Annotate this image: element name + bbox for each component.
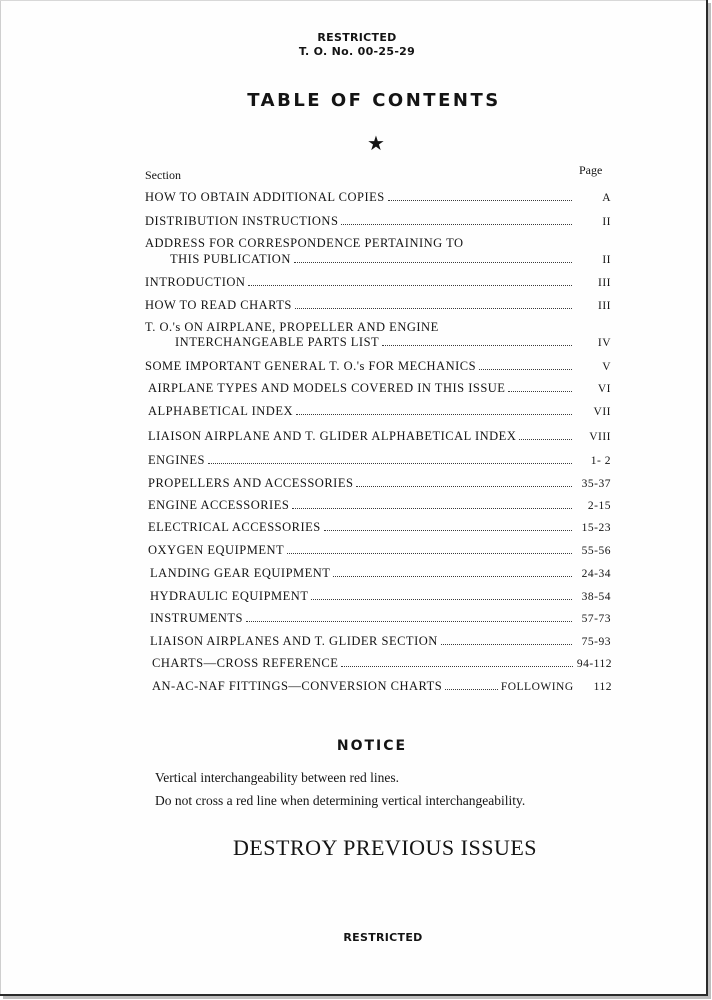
toc-entry-page: 55-56 (581, 545, 611, 557)
toc-entry (145, 275, 611, 290)
toc-entry-page: 2-15 (587, 500, 611, 512)
toc-entry-page: VI (597, 383, 611, 395)
toc-entry (148, 520, 611, 535)
toc-entry-label: ELECTRICAL ACCESSORIES (148, 520, 321, 534)
toc-entry (148, 498, 611, 513)
toc-entry (145, 214, 611, 229)
page-column-header: Page (579, 163, 603, 177)
toc-entry-label: LANDING GEAR EQUIPMENT (150, 566, 331, 580)
leader-dots (248, 284, 572, 286)
leader-dots (441, 643, 572, 645)
toc-entry-page: 112 (593, 681, 612, 693)
toc-entry (175, 335, 611, 350)
toc-entry (148, 404, 611, 419)
toc-entry-page: III (598, 300, 611, 312)
leader-dots (445, 688, 498, 690)
toc-entry-label: ENGINES (148, 453, 205, 467)
leader-dots (479, 368, 572, 370)
star-icon: ★ (367, 133, 385, 155)
toc-entry-label: DISTRIBUTION INSTRUCTIONS (145, 214, 339, 228)
page-edge-top (0, 0, 706, 1)
toc-entry-page: 57-73 (581, 613, 611, 625)
leader-dots (208, 462, 572, 464)
technical-order-number: T. O. No. 00-25-29 (298, 45, 416, 58)
section-column-header: Section (145, 168, 181, 182)
toc-entry (145, 298, 611, 313)
toc-entry-label-line1: T. O.'s ON AIRPLANE, PROPELLER AND ENGINE (145, 320, 439, 334)
toc-entry-page-prefix: FOLLOWING (500, 681, 574, 693)
toc-entry-label: OXYGEN EQUIPMENT (148, 543, 285, 557)
toc-entry (148, 476, 611, 491)
leader-dots (311, 598, 572, 600)
notice-line-1: Vertical interchangeability between red lines. (155, 770, 400, 785)
leader-dots (341, 223, 572, 225)
notice-heading: NOTICE (336, 738, 408, 754)
leader-dots (287, 552, 572, 554)
toc-entry-label: LIAISON AIRPLANE AND T. GLIDER ALPHABETICAL INDEX (148, 429, 517, 443)
toc-entry-page: II (602, 216, 611, 228)
classification-header: RESTRICTED (317, 31, 397, 44)
toc-entry (148, 453, 611, 468)
leader-dots (508, 390, 572, 392)
toc-entry (148, 429, 611, 444)
toc-entry-label: ENGINE ACCESSORIES (148, 498, 290, 512)
toc-entry-label: PROPELLERS AND ACCESSORIES (148, 476, 354, 490)
toc-entry-page: 1- 2 (590, 455, 611, 467)
toc-entry-page: V (602, 361, 611, 373)
toc-entry-label: SOME IMPORTANT GENERAL T. O.'s FOR MECHANICS (145, 359, 477, 373)
toc-entry (150, 611, 611, 626)
toc-entry (150, 634, 611, 649)
toc-entry-label: CHARTS—CROSS REFERENCE (152, 656, 339, 670)
toc-entry-page: VII (593, 406, 611, 418)
toc-entry-page: 38-54 (581, 591, 611, 603)
leader-dots (341, 665, 573, 667)
page-title: TABLE OF CONTENTS (247, 90, 501, 111)
toc-entry-page: II (602, 254, 611, 266)
toc-entry-label: THIS PUBLICATION (170, 252, 291, 266)
toc-entry (150, 589, 611, 604)
toc-entry (150, 566, 611, 581)
toc-entry (145, 190, 611, 205)
leader-dots (519, 438, 572, 440)
toc-entry (148, 381, 611, 396)
leader-dots (382, 344, 572, 346)
leader-dots (356, 485, 572, 487)
toc-entry-label-line1: ADDRESS FOR CORRESPONDENCE PERTAINING TO (145, 236, 464, 250)
leader-dots (296, 413, 572, 415)
toc-entry-page: VIII (589, 431, 611, 443)
toc-entry-page: IV (597, 337, 611, 349)
leader-dots (246, 620, 572, 622)
toc-entry (152, 656, 612, 671)
toc-entry (170, 252, 611, 267)
notice-line-2: Do not cross a red line when determining vertical interchangeability. (155, 793, 526, 808)
toc-entry (148, 543, 611, 558)
toc-entry-label: AIRPLANE TYPES AND MODELS COVERED IN THIS ISSUE (148, 381, 506, 395)
toc-entry-label: AN-AC-NAF FITTINGS—CONVERSION CHARTS (152, 679, 443, 693)
toc-entry (145, 359, 611, 374)
leader-dots (295, 307, 572, 309)
toc-entry-label: INTERCHANGEABLE PARTS LIST (175, 335, 380, 349)
destroy-previous-issues-banner: DESTROY PREVIOUS ISSUES (232, 835, 538, 860)
leader-dots (294, 261, 572, 263)
toc-entry-page: 15-23 (581, 522, 611, 534)
classification-footer: RESTRICTED (343, 931, 423, 944)
toc-entry-label: HOW TO READ CHARTS (145, 298, 292, 312)
toc-entry-page: 35-37 (581, 478, 611, 490)
toc-entry-page: 94-112 (576, 658, 612, 670)
toc-entry-label: ALPHABETICAL INDEX (148, 404, 293, 418)
toc-entry-label: LIAISON AIRPLANES AND T. GLIDER SECTION (150, 634, 438, 648)
leader-dots (388, 199, 572, 201)
toc-entry-label: INTRODUCTION (145, 275, 246, 289)
leader-dots (292, 507, 572, 509)
leader-dots (324, 529, 572, 531)
toc-entry-page: 24-34 (581, 568, 611, 580)
toc-entry-label: INSTRUMENTS (150, 611, 244, 625)
toc-entry-page: III (598, 277, 611, 289)
toc-entry-page: A (602, 192, 611, 204)
toc-entry-page: 75-93 (581, 636, 611, 648)
toc-entry-label: HOW TO OBTAIN ADDITIONAL COPIES (145, 190, 385, 204)
toc-entry-label: HYDRAULIC EQUIPMENT (150, 589, 309, 603)
leader-dots (333, 575, 572, 577)
toc-entry (152, 679, 612, 694)
